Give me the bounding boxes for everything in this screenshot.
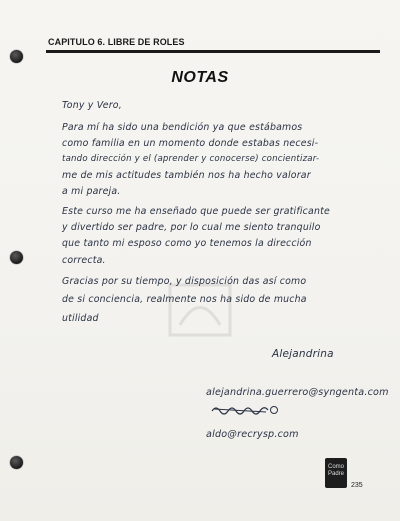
letter-line: tando dirección y el (aprender y conocerse) concientizar-: [62, 154, 320, 164]
letter-greeting: Tony y Vero,: [62, 100, 122, 111]
letter-line: Este curso me ha enseñado que puede ser gratificante: [62, 206, 330, 217]
email-address: alejandrina.guerrero@syngenta.com: [206, 387, 389, 398]
chapter-header: CAPITULO 6. LIBRE DE ROLES: [48, 37, 185, 47]
binder-hole-middle: [10, 251, 23, 264]
book-logo: Como Padre: [325, 458, 347, 488]
letter-line: me de mis actitudes también nos ha hecho valorar: [62, 170, 311, 181]
header-rule: [46, 50, 380, 53]
letter-line: de si conciencia, realmente nos ha sido de mucha: [62, 294, 307, 305]
letter-line: utilidad: [62, 313, 99, 324]
signature: Alejandrina: [272, 348, 334, 360]
crossed-out-text: [210, 404, 280, 416]
binder-hole-top: [10, 50, 23, 63]
email-address: aldo@recrysp.com: [206, 429, 299, 440]
letter-line: y divertido ser padre, por lo cual me siento tranquilo: [62, 222, 321, 233]
letter-line: Gracias por su tiempo, y disposición das así como: [62, 276, 307, 287]
page-title: NOTAS: [171, 69, 229, 86]
letter-line: que tanto mi esposo como yo tenemos la dirección: [62, 238, 312, 249]
binder-hole-bottom: [10, 456, 23, 469]
page-number: 235: [351, 482, 363, 489]
letter-line: como familia en un momento donde estabas necesi-: [62, 138, 319, 149]
letter-line: Para mí ha sido una bendición ya que estábamos: [62, 122, 303, 133]
watermark: [140, 280, 260, 340]
letter-line: a mi pareja.: [62, 186, 121, 197]
letter-line: correcta.: [62, 255, 106, 266]
